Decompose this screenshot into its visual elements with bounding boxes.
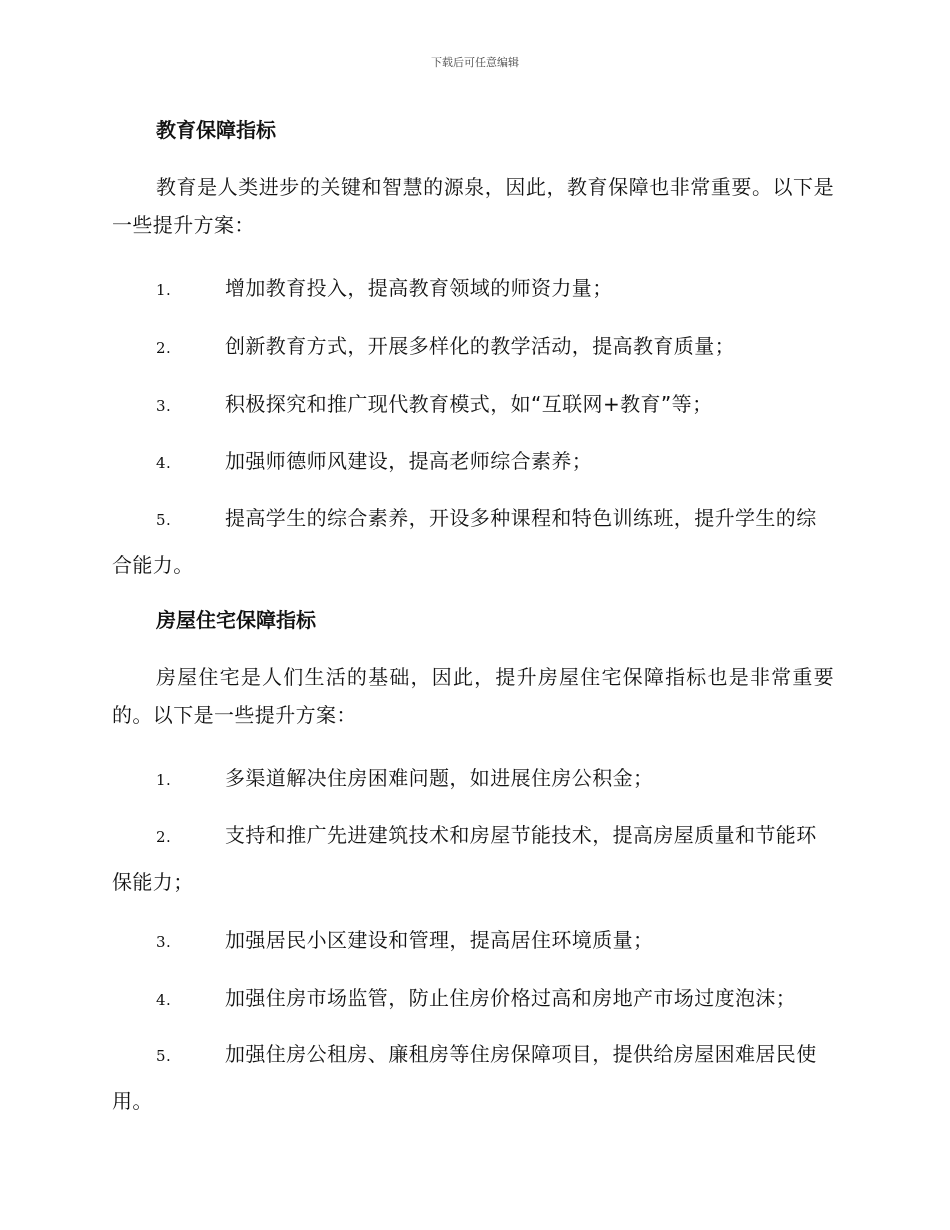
section-intro: 教育是人类进步的关键和智慧的源泉，因此，教育保障也非常重要。以下是一些提升方案： — [112, 175, 834, 237]
section-title: 房屋住宅保障指标 — [156, 608, 316, 632]
list-text: 创新教育方式，开展多样化的教学活动，提高教育质量； — [225, 334, 735, 358]
list-item — [112, 265, 834, 313]
list-item — [112, 975, 834, 1023]
list-item — [112, 1032, 834, 1124]
list-text: 加强居民小区建设和管理，提高居住环境质量； — [225, 928, 654, 952]
list-number: 1. — [156, 281, 172, 299]
list-item — [112, 381, 834, 429]
list-number: 4. — [156, 991, 172, 1009]
list-text: 多渠道解决住房困难问题，如进展住房公积金； — [225, 766, 654, 790]
list-item — [112, 917, 834, 965]
list-number: 5. — [156, 1047, 172, 1065]
list-number: 2. — [156, 828, 172, 846]
list-item — [112, 496, 834, 588]
list-item — [112, 813, 834, 905]
section-title: 教育保障指标 — [156, 118, 276, 142]
list-number: 5. — [156, 511, 172, 529]
list-number: 3. — [156, 397, 172, 415]
list-item — [112, 323, 834, 371]
section-education — [112, 112, 834, 577]
list-text: 支持和推广先进建筑技术和房屋节能技术，提高房屋质量和节能环保能力； — [112, 823, 817, 894]
header-note: 下载后可任意编辑 — [431, 56, 519, 69]
section-intro: 房屋住宅是人们生活的基础，因此，提升房屋住宅保障指标也是非常重要的。以下是一些提升方案： — [112, 665, 834, 727]
list-item — [112, 438, 834, 486]
list-number: 2. — [156, 339, 172, 357]
list-text: 加强住房公租房、廉租房等住房保障项目，提供给房屋困难居民使用。 — [112, 1042, 817, 1113]
list-text: 增加教育投入，提高教育领域的师资力量； — [225, 276, 613, 300]
list-item — [112, 755, 834, 803]
list-text: 积极探究和推广现代教育模式，如“互联网+教育”等； — [225, 392, 713, 416]
list-number: 1. — [156, 771, 172, 789]
list-text: 提高学生的综合素养，开设多种课程和特色训练班，提升学生的综合能力。 — [112, 506, 817, 577]
section-housing — [112, 602, 834, 1113]
list-text: 加强师德师风建设，提高老师综合素养； — [225, 449, 593, 473]
list-number: 3. — [156, 933, 172, 951]
list-text: 加强住房市场监管，防止住房价格过高和房地产市场过度泡沫； — [225, 986, 797, 1010]
list-number: 4. — [156, 454, 172, 472]
